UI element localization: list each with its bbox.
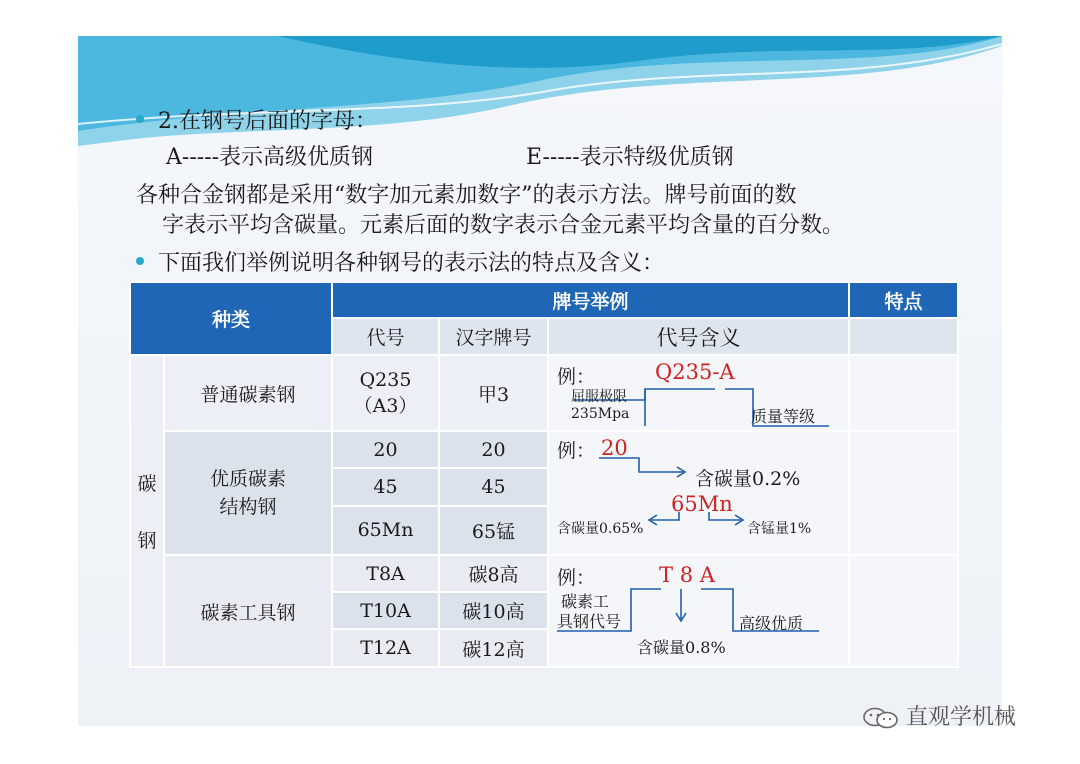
carbon-065-label: 含碳量0.65% bbox=[557, 521, 644, 537]
chinese-65mn: 65锰 bbox=[439, 506, 548, 555]
chinese-t10a: 碳10高 bbox=[439, 592, 548, 629]
header-feature: 特点 bbox=[849, 282, 958, 318]
header-chinese: 汉字牌号 bbox=[439, 318, 548, 355]
header-meaning: 代号含义 bbox=[548, 318, 849, 355]
grade-a-text: A-----表示高级优质钢 bbox=[166, 145, 374, 170]
chinese-t8a: 碳8高 bbox=[439, 555, 548, 592]
example-code-20: 20 bbox=[601, 436, 628, 460]
example-prefix: 例： bbox=[557, 366, 596, 388]
kind-tool-steel: 碳素工具钢 bbox=[164, 555, 332, 667]
watermark bbox=[862, 700, 1016, 731]
quality-grade-label: 质量等级 bbox=[751, 407, 816, 426]
arrows-20-65mn bbox=[549, 432, 850, 554]
kind-line-2: 结构钢 bbox=[219, 496, 277, 518]
chinese-45: 45 bbox=[439, 468, 548, 505]
example-code-65mn: 65Mn bbox=[671, 492, 733, 516]
paragraph-line-1: 各种合金钢都是采用“数字加元素加数字”的表示方法。牌号前面的数 bbox=[136, 183, 797, 208]
code-t8a: T8A bbox=[332, 555, 439, 592]
chinese-20: 20 bbox=[439, 431, 548, 468]
code-q235 bbox=[332, 355, 439, 431]
tool-steel-label-2: 具钢代号 bbox=[557, 612, 622, 631]
example-code: Q235-A bbox=[655, 360, 735, 384]
code-45: 45 bbox=[332, 468, 439, 505]
meaning-q235 bbox=[548, 355, 849, 431]
group-char-2: 钢 bbox=[137, 530, 157, 552]
manganese-1-label: 含锰量1% bbox=[747, 521, 812, 537]
example-prefix: 例： bbox=[557, 567, 596, 589]
code-t12a: T12A bbox=[332, 629, 439, 667]
carbon-08-label: 含碳量0.8% bbox=[637, 638, 726, 657]
bullet-text: 2.在钢号后面的字母： bbox=[158, 109, 377, 134]
grade-e-text: E-----表示特级优质钢 bbox=[526, 145, 734, 170]
meaning-20-65mn bbox=[548, 431, 849, 555]
header-kind: 种类 bbox=[130, 282, 332, 355]
group-char-1: 碳 bbox=[137, 473, 157, 495]
meaning-t8a bbox=[548, 555, 849, 667]
wechat-icon bbox=[862, 707, 900, 729]
example-prefix: 例： bbox=[557, 440, 596, 462]
code-line-1: Q235 bbox=[359, 369, 412, 391]
code-t10a: T10A bbox=[332, 592, 439, 629]
group-spacer bbox=[131, 496, 163, 526]
tool-steel-label-1: 碳素工 bbox=[561, 592, 610, 611]
kind-plain-carbon: 普通碳素钢 bbox=[164, 355, 332, 431]
steel-grade-table bbox=[129, 281, 959, 668]
example-code-t8a: T 8 A bbox=[659, 563, 715, 587]
yield-value-label: 235Mpa bbox=[571, 406, 630, 422]
chinese-t12a: 碳12高 bbox=[439, 629, 548, 667]
feature-quality bbox=[849, 431, 958, 555]
code-line-2: （A3） bbox=[353, 395, 418, 417]
slide bbox=[78, 36, 1002, 726]
bullet-dot bbox=[136, 115, 144, 123]
paragraph-line-2: 字表示平均含碳量。元素后面的数字表示合金元素平均含量的百分数。 bbox=[162, 213, 845, 238]
code-65mn: 65Mn bbox=[332, 506, 439, 555]
group-carbon-steel bbox=[130, 355, 164, 667]
bullet-letters bbox=[136, 108, 377, 136]
bullet-text: 下面我们举例说明各种钢号的表示法的特点及含义： bbox=[158, 251, 665, 276]
kind-line-1: 优质碳素 bbox=[210, 468, 287, 490]
bullet-example bbox=[136, 250, 664, 278]
watermark-text: 直观学机械 bbox=[906, 705, 1017, 730]
kind-quality-structural bbox=[164, 431, 332, 555]
header-code: 代号 bbox=[332, 318, 439, 355]
feature-plain bbox=[849, 355, 958, 431]
header-example: 牌号举例 bbox=[332, 282, 849, 318]
yield-limit-label: 屈服极限 bbox=[571, 389, 628, 405]
feature-tool bbox=[849, 555, 958, 667]
bullet-dot bbox=[136, 257, 144, 265]
header-feature-blank bbox=[849, 318, 958, 355]
carbon-02-label: 含碳量0.2% bbox=[695, 468, 801, 490]
t8a-bracket-lines bbox=[549, 557, 850, 665]
high-quality-label: 高级优质 bbox=[739, 614, 804, 633]
chinese-jia3: 甲3 bbox=[439, 355, 548, 431]
code-20: 20 bbox=[332, 431, 439, 468]
